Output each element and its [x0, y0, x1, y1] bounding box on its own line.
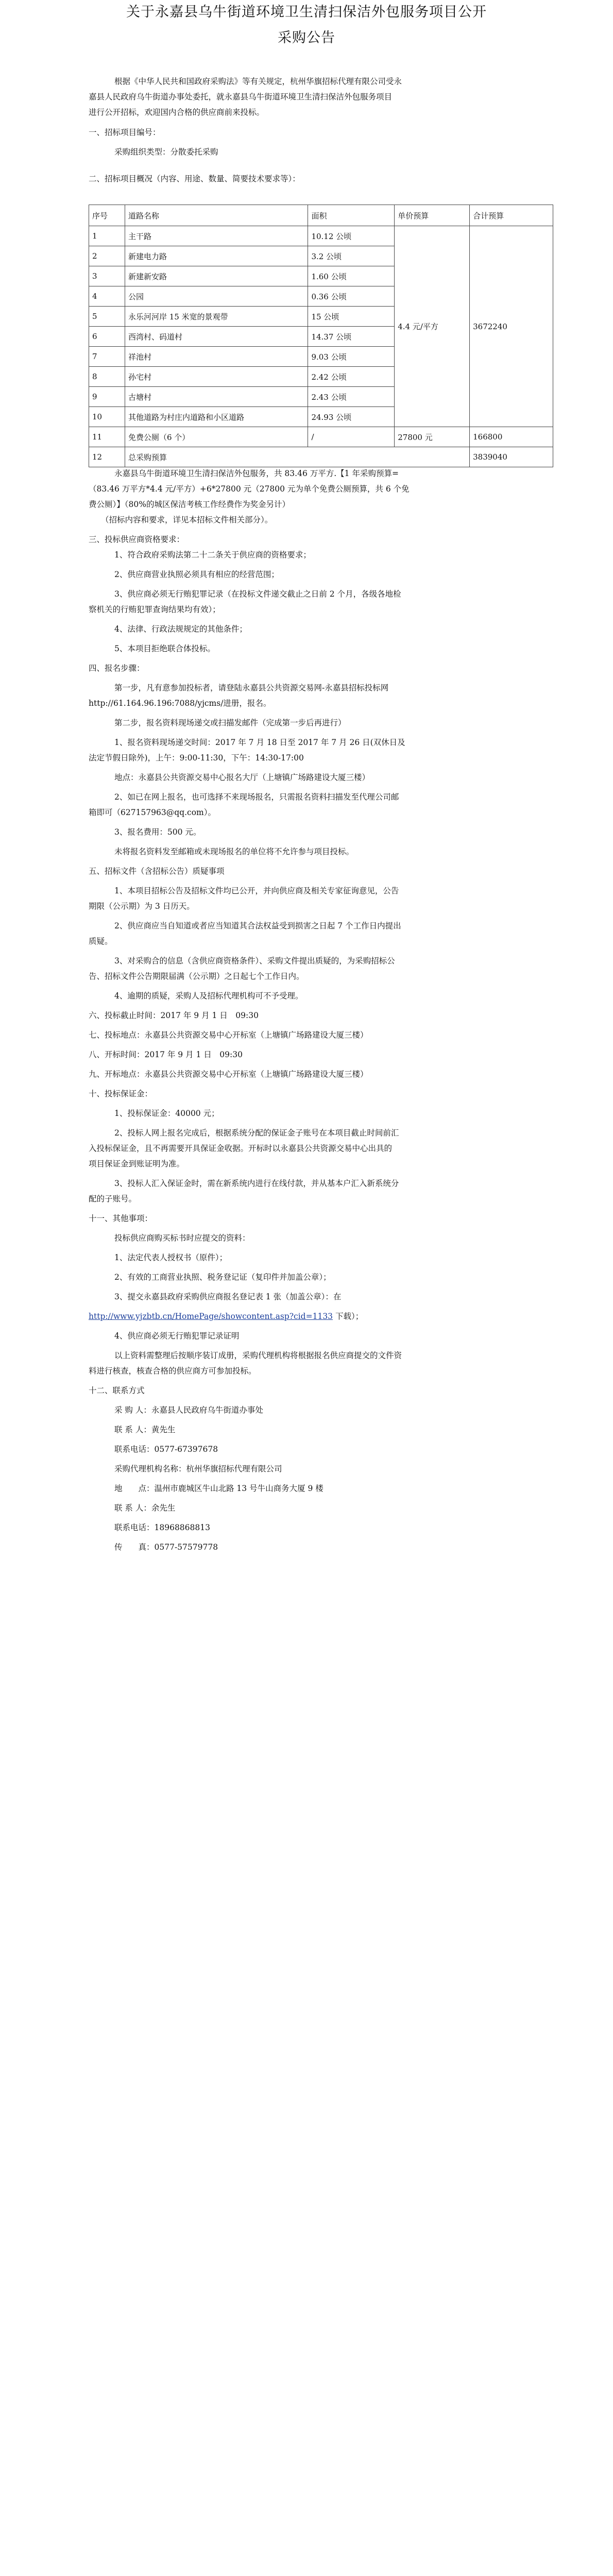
registration-detail: 3、报名费用：500 元。 [114, 827, 201, 837]
contact-line: 联系电话：0577-67397678 [114, 1445, 218, 1454]
table-cell: 7 [89, 347, 125, 367]
table-cell: 0.36 公顷 [308, 286, 395, 307]
registration-note: 未将报名资料发至邮箱或未现场报名的单位将不允许参与项目投标。 [114, 847, 354, 856]
page-title: 关于永嘉县乌牛街道环境卫生清扫保洁外包服务项目公开 [126, 4, 487, 20]
table-header-cell: 面积 [308, 205, 395, 226]
table-cell: 主干路 [125, 226, 308, 246]
section-heading: 四、报名步骤： [89, 664, 145, 673]
project-table [89, 205, 553, 467]
table-header-cell: 序号 [89, 205, 125, 226]
registration-detail: 1、报名资料现场递交时间：2017 年 7 月 18 日至 2017 年 7 月 26 日(双休日及 [114, 738, 405, 747]
objection-item: 质疑。 [89, 937, 113, 946]
table-header-row [89, 205, 553, 226]
budget-text: （83.46 万平方*4.4 元/平方）+6*27800 元（27800 元为单个免费公厕预算，共 6 个免 [89, 484, 410, 494]
total-budget-cell: 3672240 [470, 226, 553, 427]
document-item: 4、供应商必须无行贿犯罪记录证明 [114, 1331, 240, 1341]
table-row [89, 447, 553, 467]
objection-item: 4、逾期的质疑，采购人及招标代理机构可不予受理。 [114, 991, 303, 1001]
table-cell: 2.43 公顷 [308, 387, 395, 407]
table-cell: 15 公顷 [308, 307, 395, 327]
table-cell: 古塘村 [125, 387, 308, 407]
documents-intro: 投标供应商购买标书时应提交的资料： [114, 1233, 250, 1243]
table-header-cell: 合计预算 [470, 205, 553, 226]
table-cell: 166800 [470, 427, 553, 447]
section-heading: 十、投标保证金： [89, 1089, 153, 1098]
table-cell: 9.03 公顷 [308, 347, 395, 367]
section-heading: 十二、联系方式 [89, 1386, 145, 1395]
requirement-item: 3、供应商必须无行贿犯罪记录（在投标文件递交截止之日前 2 个月，各级各地检 [114, 589, 401, 599]
intro-text: 根据《中华人民共和国政府采购法》等有关规定，杭州华旗招标代理有限公司受永 [114, 77, 402, 86]
table-cell: 12 [89, 447, 125, 467]
bid-location: 七、投标地点：永嘉县公共资源交易中心开标室（上塘镇广场路建设大厦三楼） [89, 1030, 368, 1040]
deposit-item: 配的子账号。 [89, 1194, 137, 1204]
budget-text: （招标内容和要求，详见本招标文件相关部分）。 [101, 515, 273, 524]
registration-detail: 2、如已在网上报名，也可选择不来现场报名，只需报名资料扫描发至代理公司邮 [114, 792, 399, 802]
table-cell: 11 [89, 427, 125, 447]
objection-item: 2、供应商应当自知道或者应当知道其合法权益受到损害之日起 7 个工作日内提出 [114, 921, 401, 930]
table-cell: 9 [89, 387, 125, 407]
table-header-cell: 道路名称 [125, 205, 308, 226]
table-cell: 孙宅村 [125, 367, 308, 387]
contact-line: 传 真：0577-57579778 [114, 1543, 218, 1552]
section-heading: 十一、其他事项： [89, 1214, 153, 1223]
documents-note: 料进行核查，核查合格的供应商方可参加投标。 [89, 1366, 257, 1376]
section-heading: 一、招标项目编号： [89, 128, 161, 137]
registration-step: http://61.164.96.196:7088/yjcms/进册，报名。 [89, 699, 271, 708]
unit-price-cell: 4.4 元/平方 [395, 226, 470, 427]
registration-step: 第一步，凡有意参加投标者，请登陆永嘉县公共资源交易网-永嘉县招标投标网 [114, 683, 389, 692]
document-item: 2、有效的工商营业执照、税务登记证（复印件并加盖公章）； [114, 1273, 331, 1282]
download-suffix: 下载）； [333, 1312, 364, 1321]
documents-note: 以上资料需整理后按顺序装订成册，采购代理机构将根据报名供应商提交的文件资 [114, 1351, 402, 1360]
contact-line: 采 购 人：永嘉县人民政府乌牛街道办事处 [114, 1405, 263, 1415]
table-cell: / [308, 427, 395, 447]
document-item: 3、提交永嘉县政府采购供应商报名登记表 1 张（加盖公章）：在 [114, 1292, 342, 1301]
registration-detail: 法定节假日除外)，上午：9:00-11:30，下午：14:30-17:00 [89, 753, 304, 762]
table-cell: 新建新安路 [125, 266, 308, 286]
deposit-item: 1、投标保证金：40000 元； [114, 1109, 219, 1118]
registration-detail: 箱即可（627157963@qq.com）。 [89, 808, 216, 817]
intro-text: 嘉县人民政府乌牛街道办事处委托，就永嘉县乌牛街道环境卫生清扫保洁外包服务项目 [89, 92, 393, 101]
table-cell: 5 [89, 307, 125, 327]
table-header-cell: 单价预算 [395, 205, 470, 226]
section-heading: 三、投标供应商资格要求： [89, 535, 185, 544]
table-cell: 其他道路为村庄内道路和小区道路 [125, 407, 308, 427]
table-cell: 3.2 公顷 [308, 246, 395, 266]
table-cell: 10.12 公顷 [308, 226, 395, 246]
table-cell: 3 [89, 266, 125, 286]
section-heading: 五、招标文件（含招标公告）质疑事项 [89, 867, 225, 876]
deposit-item: 项目保证金到账证明为准。 [89, 1159, 185, 1168]
registration-detail: 地点：永嘉县公共资源交易中心报名大厅（上塘镇广场路建设大厦三楼） [114, 773, 370, 782]
table-cell: 2.42 公顷 [308, 367, 395, 387]
contact-line: 地 点：温州市鹿城区牛山北路 13 号牛山商务大厦 9 楼 [114, 1484, 323, 1493]
table-row [89, 427, 553, 447]
contact-line: 采购代理机构名称：杭州华旗招标代理有限公司 [114, 1464, 282, 1473]
deposit-item: 入投标保证金，且不再需要开具保证金收据。开标时以永嘉县公共资源交易中心出具的 [89, 1144, 393, 1153]
table-cell: 6 [89, 327, 125, 347]
contact-line: 联 系 人：黄先生 [114, 1425, 176, 1434]
procurement-method: 采购组织类型：分散委托采购 [114, 147, 218, 157]
table-cell: 1.60 公顷 [308, 266, 395, 286]
deposit-item: 2、投标人网上报名完成后，根据系统分配的保证金子账号在本项目截止时间前汇 [114, 1128, 399, 1138]
requirement-item: 5、本项目拒绝联合体投标。 [114, 644, 215, 653]
intro-text: 进行公开招标，欢迎国内合格的供应商前来投标。 [89, 108, 265, 117]
table-cell: 1 [89, 226, 125, 246]
opening-time: 八、开标时间：2017 年 9 月 1 日 09:30 [89, 1050, 243, 1059]
opening-location: 九、开标地点：永嘉县公共资源交易中心开标室（上塘镇广场路建设大厦三楼） [89, 1070, 368, 1079]
table-cell: 永乐河河岸 15 米宽的景观带 [125, 307, 308, 327]
table-cell: 10 [89, 407, 125, 427]
contact-line: 联 系 人：余先生 [114, 1503, 176, 1513]
table-cell: 2 [89, 246, 125, 266]
budget-text: 费公厕）】（80%的城区保洁考核工作经费作为奖金另计） [89, 500, 290, 509]
requirement-item: 2、供应商营业执照必须具有相应的经营范围； [114, 570, 279, 579]
section-heading: 二、招标项目概况（内容、用途、数量、简要技术要求等）： [89, 174, 300, 183]
document-item: 1、法定代表人授权书（原件）； [114, 1253, 228, 1262]
objection-item: 3、对采购合的信息（含供应商资格条件）、采购文件提出质疑的，为采购招标公 [114, 956, 395, 965]
registration-step: 第二步，报名资料现场递交或扫描发邮件（完成第一步后再进行） [114, 718, 346, 727]
objection-item: 告、招标文件公告期限届满（公示期）之日起七个工作日内。 [89, 972, 304, 981]
table-cell: 西湾村、码道村 [125, 327, 308, 347]
page-title-line2: 采购公告 [278, 30, 335, 46]
objection-item: 期限（公示期）为 3 日历天。 [89, 902, 195, 911]
bid-deadline: 六、投标截止时间：2017 年 9 月 1 日 09:30 [89, 1011, 259, 1020]
contact-line: 联系电话：18968868813 [114, 1523, 210, 1532]
table-cell: 祥池村 [125, 347, 308, 367]
table-row [89, 226, 553, 246]
objection-item: 1、本项目招标公告及招标文件均已公开，并向供应商及相关专家征询意见，公告 [114, 886, 399, 895]
table-cell: 24.93 公顷 [308, 407, 395, 427]
table-cell: 公园 [125, 286, 308, 307]
table-cell: 27800 元 [395, 427, 470, 447]
download-link[interactable]: http://www.yjzbtb.cn/HomePage/showcontent.asp?cid=1133 [89, 1312, 333, 1321]
table-cell: 新建电力路 [125, 246, 308, 266]
deposit-item: 3、投标人汇入保证金时，需在新系统内进行在线付款，并从基本户汇入新系统分 [114, 1179, 399, 1188]
table-cell: 3839040 [470, 447, 553, 467]
table-cell: 8 [89, 367, 125, 387]
requirement-item: 察机关的行贿犯罪查询结果均有效）； [89, 605, 220, 614]
table-cell: 免费公厕（6 个） [125, 427, 308, 447]
download-line [89, 1311, 363, 1322]
requirement-item: 4、法律、行政法规规定的其他条件； [114, 624, 247, 634]
table-cell: 4 [89, 286, 125, 307]
table-cell: 总采购预算 [125, 447, 469, 467]
budget-text: 永嘉县乌牛街道环境卫生清扫保洁外包服务，共 83.46 万平方.【1 年采购预算= [114, 469, 399, 478]
table-cell: 14.37 公顷 [308, 327, 395, 347]
requirement-item: 1、符合政府采购法第二十二条关于供应商的资格要求； [114, 550, 311, 560]
